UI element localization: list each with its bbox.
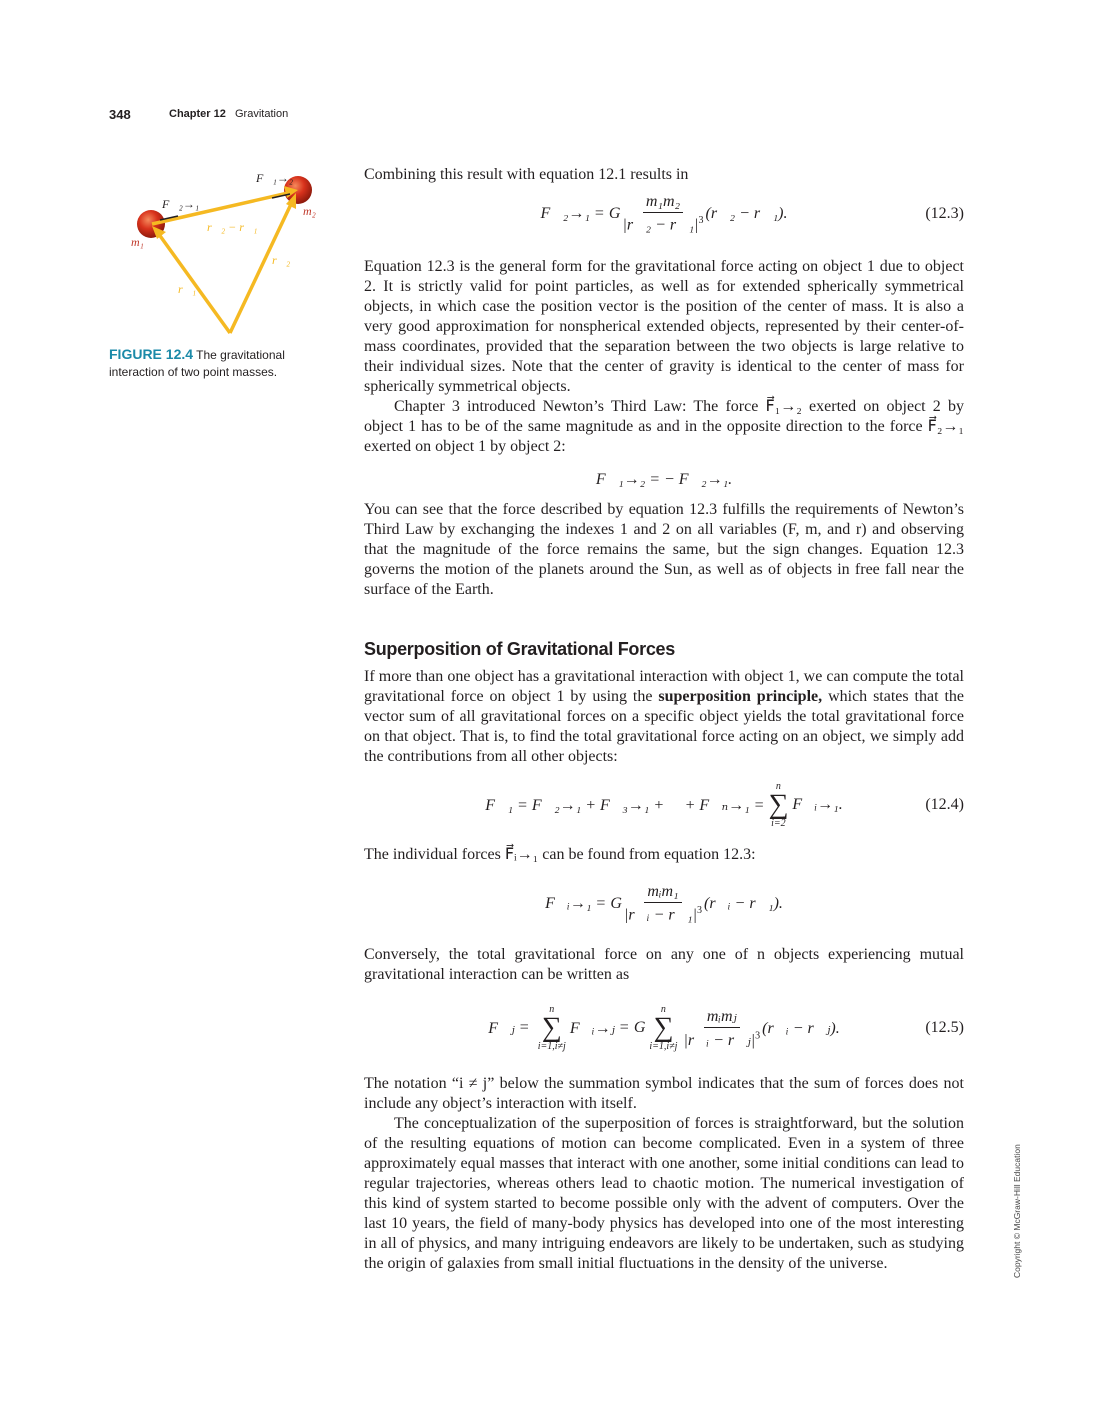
eq-numerator: m₁m₂ — [643, 193, 683, 213]
label-m1: m₁ — [131, 235, 144, 249]
summation — [768, 781, 788, 829]
eq-lhs: F⃗₂→₁ — [540, 205, 590, 222]
eq-equals: = — [596, 895, 606, 912]
equation-12-3 — [364, 192, 964, 236]
eq-exponent: 3 — [755, 1030, 761, 1042]
eq-denominator — [624, 903, 702, 924]
paragraph-text — [364, 667, 964, 767]
sum-symbol: ∑ — [541, 1012, 562, 1043]
paragraph-text: Conversely, the total gravitational force on any one of n objects experiencing mutual gravitational interaction can be written as — [364, 946, 964, 983]
paragraph-text: Combining this result with equation 12.1 results in — [364, 166, 689, 183]
paragraph — [364, 667, 964, 767]
summation — [649, 1004, 677, 1052]
label-r1: r⃗₁ — [178, 282, 197, 296]
paragraph — [364, 845, 964, 865]
equation-12-5 — [364, 1000, 964, 1056]
eq-lhs: F⃗ⱼ — [488, 1020, 515, 1037]
eq-lhs: F⃗₁ = F⃗₂→₁ + F⃗₃→₁ + ⋯ + F⃗ₙ→₁ = — [485, 797, 765, 814]
paragraph — [364, 500, 964, 600]
figure-12-4-diagram — [100, 160, 340, 345]
sum-upper: n — [549, 1004, 555, 1015]
eq-tail: (r⃗ᵢ − r⃗ⱼ). — [762, 1020, 840, 1037]
eq-constant: G — [633, 1019, 646, 1036]
text-run: If more than one object has a gravitational interaction with object 1, we can compute the total gravitational force on object 1 by using the — [364, 668, 964, 705]
eq-exponent: 3 — [697, 905, 703, 917]
text-run: which states that the vector sum of all gravitational forces on a specific object yields the total gravitational force on that object. That is, to find the total gravitational force acting on an object, we simply add the contributions from all other objects: — [364, 688, 965, 765]
eq-middle: F⃗ᵢ→ⱼ — [569, 1020, 615, 1037]
sum-lower: i=2 — [771, 818, 786, 829]
sum-upper: n — [660, 1004, 666, 1015]
figure-label: FIGURE 12.4 — [109, 346, 194, 362]
copyright-notice: Copyright © McGraw-Hill Education — [1012, 1144, 1022, 1278]
eq-fraction — [624, 883, 702, 924]
figure-caption-text: The gravitational interaction of two point masses. — [109, 348, 285, 379]
paragraph-text: The individual forces F⃗ᵢ→₁ can be found from equation 12.3: — [364, 846, 756, 863]
paragraph-text: The notation “i ≠ j” below the summation symbol indicates that the sum of forces does not include any object’s interaction with itself. — [364, 1075, 964, 1112]
paragraph-block — [364, 1074, 964, 1274]
sum-lower: i=1,i≠j — [537, 1041, 566, 1052]
eq-numerator: mᵢm₁ — [644, 883, 681, 903]
paragraph-text: You can see that the force described by equation 12.3 fulfills the requirements of Newton’s Third Law by exchanging the indexes 1 and 2 on all variables (F, m, and r) and observing that the magnitude of the force remains the same, but the sign changes. Equation 12.3 governs the motion of the planets around the Sun, as well as of objects in free fall near the surface of the Earth. — [364, 501, 964, 598]
paragraph-block — [364, 257, 964, 457]
paragraph-text: The conceptualization of the superposition of forces is straightforward, but the solution of the resulting equations of motion can become complicated. Even in a system of three approximately equal masses that interact with one another, some initial conditions can lead to regular trajectories, whereas others lead to chaotic motion. The numerical investigation of this kind of system started to become possible only with the advent of computers. Over the last 10 years, the field of many-body physics has developed into one of the most interesting in all of physics, and many intriguing endeavors are likely to be undertaken, such as studying the origin of galaxies from small initial fluctuations in the density of the universe. — [364, 1115, 964, 1272]
label-r2: r⃗₂ — [272, 253, 291, 267]
eq-equals: = — [519, 1019, 529, 1036]
eq-constant: G — [610, 895, 622, 912]
paragraph-text: Chapter 3 introduced Newton’s Third Law: The force F⃗₁→₂ exerted on object 2 by object 1 has to be of the same magnitude as and in the opposite direction to the force F⃗₂→₁ exerted on object 1 by object 2: — [364, 398, 964, 455]
eq-tail: F⃗ᵢ→₁. — [792, 796, 843, 813]
figure-caption — [109, 346, 309, 381]
label-f12: F⃗₁→₂ — [256, 171, 294, 185]
paragraph-text: Equation 12.3 is the general form for the gravitational force acting on object 1 due to object 2. It is strictly valid for point particles, as well as for extended spherically symmetrical objects, in which case the position vector is the position of the center of mass. It is also a very good approximation for nonspherical extended objects, represented by their center-of-mass coordinates, provided that the separation between the two objects is large relative to their individual sizes. Note that the center of gravity is identical to the center of mass for spherically symmetrical objects. — [364, 258, 964, 395]
eq-lhs: F⃗ᵢ→₁ — [545, 895, 592, 912]
eq-exponent: 3 — [698, 215, 704, 227]
label-f21: F⃗₂→₁ — [162, 197, 200, 211]
equation-number: (12.5) — [925, 1019, 964, 1036]
chapter-title: Gravitation — [235, 108, 289, 120]
eq-text: F⃗₁→₂ = − F⃗₂→₁. — [595, 471, 733, 488]
label-m2: m₂ — [303, 204, 316, 218]
eq-equals: = — [619, 1019, 629, 1036]
equation-12-4 — [364, 780, 964, 830]
eq-denominator — [622, 213, 703, 234]
sum-lower: i=1,i≠j — [649, 1041, 678, 1052]
sum-upper: n — [775, 781, 781, 792]
eq-numerator: mᵢmⱼ — [704, 1006, 740, 1028]
chapter-label: Chapter 12 — [169, 108, 226, 120]
eq-fraction — [622, 193, 703, 234]
label-r2-minus-r1: r⃗₂ − r⃗₁ — [207, 220, 258, 234]
eq-den-text: |r⃗ᵢ − r⃗₁| — [623, 906, 698, 924]
eq-denominator — [683, 1028, 760, 1050]
eq-den-text: |r⃗₂ − r⃗₁| — [622, 216, 699, 234]
equation-third-law — [364, 468, 964, 492]
eq-equals: = — [594, 205, 604, 222]
eq-constant: G — [608, 205, 621, 222]
eq-fraction — [683, 1006, 760, 1050]
paragraph — [364, 165, 964, 185]
summation — [538, 1004, 566, 1052]
key-term: superposition principle, — [658, 688, 823, 705]
section-heading: Superposition of Gravitational Forces — [364, 639, 675, 659]
eq-den-text: |r⃗ᵢ − r⃗ⱼ| — [683, 1032, 756, 1049]
equation-number: (12.4) — [925, 796, 964, 813]
sum-symbol: ∑ — [653, 1012, 674, 1043]
sum-symbol: ∑ — [768, 789, 789, 820]
equation-force-i1 — [364, 882, 964, 926]
paragraph — [364, 945, 964, 985]
eq-tail: (r⃗₂ − r⃗₁). — [705, 205, 788, 222]
equation-number: (12.3) — [925, 205, 964, 222]
eq-tail: (r⃗ᵢ − r⃗₁). — [704, 895, 783, 912]
page-number: 348 — [109, 107, 131, 122]
